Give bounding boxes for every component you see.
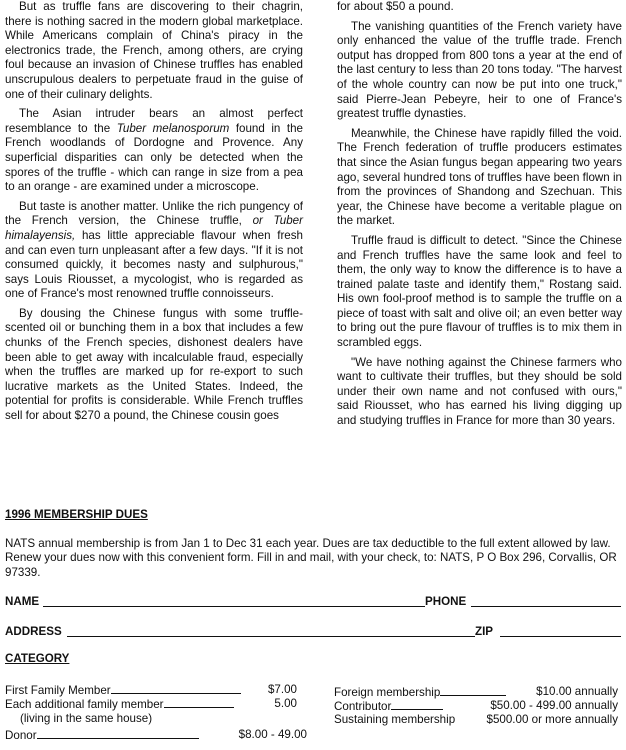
name-phone-row	[5, 594, 621, 610]
phone-field[interactable]	[471, 606, 621, 607]
fee-first-family[interactable]	[5, 683, 297, 698]
fee-amount: $7.00	[267, 683, 297, 696]
species-name: Tuber melanosporum	[116, 121, 230, 135]
phone-label: PHONE	[425, 595, 467, 608]
article-paragraph: "We have nothing against the Chinese farmers who want to cultivate their truffles, but they should be sold under their own name and not confused with ours," said Riousset, who has earned his living digging up and studying truffles in France for more than 30 years.	[337, 355, 622, 428]
membership-heading: 1996 MEMBERSHIP DUES	[5, 508, 148, 521]
article-paragraph: The Asian intruder bears an almost perfect resemblance to the Tuber melanosporum found in the French woodlands of Dordogne and Provence. Any superficial disparities can only be detected when the spores of the truffle - which can range in size from a pea to an orange - are examined under a microscope.	[5, 107, 303, 194]
fee-additional-family[interactable]	[5, 697, 297, 712]
zip-label: ZIP	[475, 625, 494, 638]
article-paragraph: But taste is another matter. Unlike the rich pungency of the French version, the Chinese truffle, or Tuber himalayensis, has little appreciable flavour when fresh and can even turn unpleasant after a few days. "If it is not consumed quickly, it becomes nasty and sulphurous," says Louis Riousset, a mycologist, who is regarded as one of France's most renowned truffle connoisseurs.	[5, 199, 303, 301]
article-paragraph: for about $50 a pound.	[337, 0, 454, 13]
article-paragraph: But as truffle fans are discovering to their chagrin, there is nothing sacred in the modern global marketplace. While Americans complain of China's piracy in the electronics trade, the French, among others, are crying foul because an invasion of Chinese truffles has enabled unscrupulous dealers to perpetuate fraud in the guise of one of their culinary delights.	[5, 0, 303, 101]
fee-amount: 5.00	[274, 697, 297, 710]
fee-label: Each additional family member	[5, 698, 164, 711]
category-heading: CATEGORY	[5, 652, 70, 665]
fee-foreign[interactable]	[334, 685, 618, 700]
name-label: NAME	[5, 595, 40, 608]
membership-intro: NATS annual membership is from Jan 1 to Dec 31 each year. Dues are tax deductible to the full extent allowed by law. Renew your dues now with this convenient form. Fill in and mail, with your check, to: NATS, P O Box 296, Corvallis, OR 97339.	[5, 536, 617, 579]
fee-amount: $50.00 - 499.00 annually	[490, 699, 618, 712]
address-label: ADDRESS	[5, 625, 62, 638]
fee-label: Sustaining membership	[334, 713, 456, 726]
fee-amount: $10.00 annually	[536, 685, 618, 698]
fee-sustaining[interactable]	[334, 713, 618, 727]
fee-label: Donor	[5, 729, 37, 742]
fee-amount: $8.00 - 49.00	[238, 728, 307, 741]
fee-donor[interactable]	[5, 728, 307, 743]
address-field[interactable]	[67, 636, 475, 637]
zip-field[interactable]	[500, 636, 621, 637]
fee-contributor[interactable]	[334, 699, 618, 714]
article-right-column	[337, 0, 622, 434]
fee-label: First Family Member	[5, 684, 111, 697]
fee-note: (living in the same house)	[20, 712, 153, 725]
article-paragraph: The vanishing quantities of the French variety have only enhanced the value of the truffle trade. French output has dropped from 800 tons a year at the end of the last century to less than 20 tons today. "The harvest of the whole country can now be put into one truck," said Pierre-Jean Pebeyre, heir to one of France's greatest truffle dynasties.	[337, 19, 622, 121]
article-left-column	[5, 0, 303, 429]
article-paragraph: Meanwhile, the Chinese have rapidly filled the void. The French federation of truffle producers estimates that since the Asian fungus began appearing two years ago, several hundred tons of truffles have been flown in from the provinces of Shandong and Szechuan. This year, the Chinese have become a veritable plague on the market.	[337, 126, 622, 228]
fee-amount: $500.00 or more annually	[486, 713, 618, 726]
article-paragraph: Truffle fraud is difficult to detect. "Since the Chinese and French truffles have the same look and feel to them, the only way to know the difference is to have a trained palate taste and identify them," Rostang said. His own fool-proof method is to sample the truffle on a piece of toast with salt and olive oil; an even better way to bring out the pure flavour of truffles is to mix them in scrambled eggs.	[337, 233, 622, 350]
address-zip-row	[5, 624, 621, 640]
fee-label: Contributor	[334, 700, 392, 713]
name-field[interactable]	[43, 606, 425, 607]
membership-section	[5, 508, 621, 580]
fee-label: Foreign membership	[334, 686, 441, 699]
article-paragraph: By dousing the Chinese fungus with some truffle-scented oil or bunching them in a box that includes a few chunks of the French species, dishonest dealers have been able to get away with incalculable fraud, especially when the truffles are marked up for re-export to such lucrative markets as the United States. Indeed, the potential for profits is considerable. While French truffles sell for about $270 a pound, the Chinese cousin goes	[5, 306, 303, 423]
species-name: or Tuber himalayensis,	[5, 214, 303, 242]
